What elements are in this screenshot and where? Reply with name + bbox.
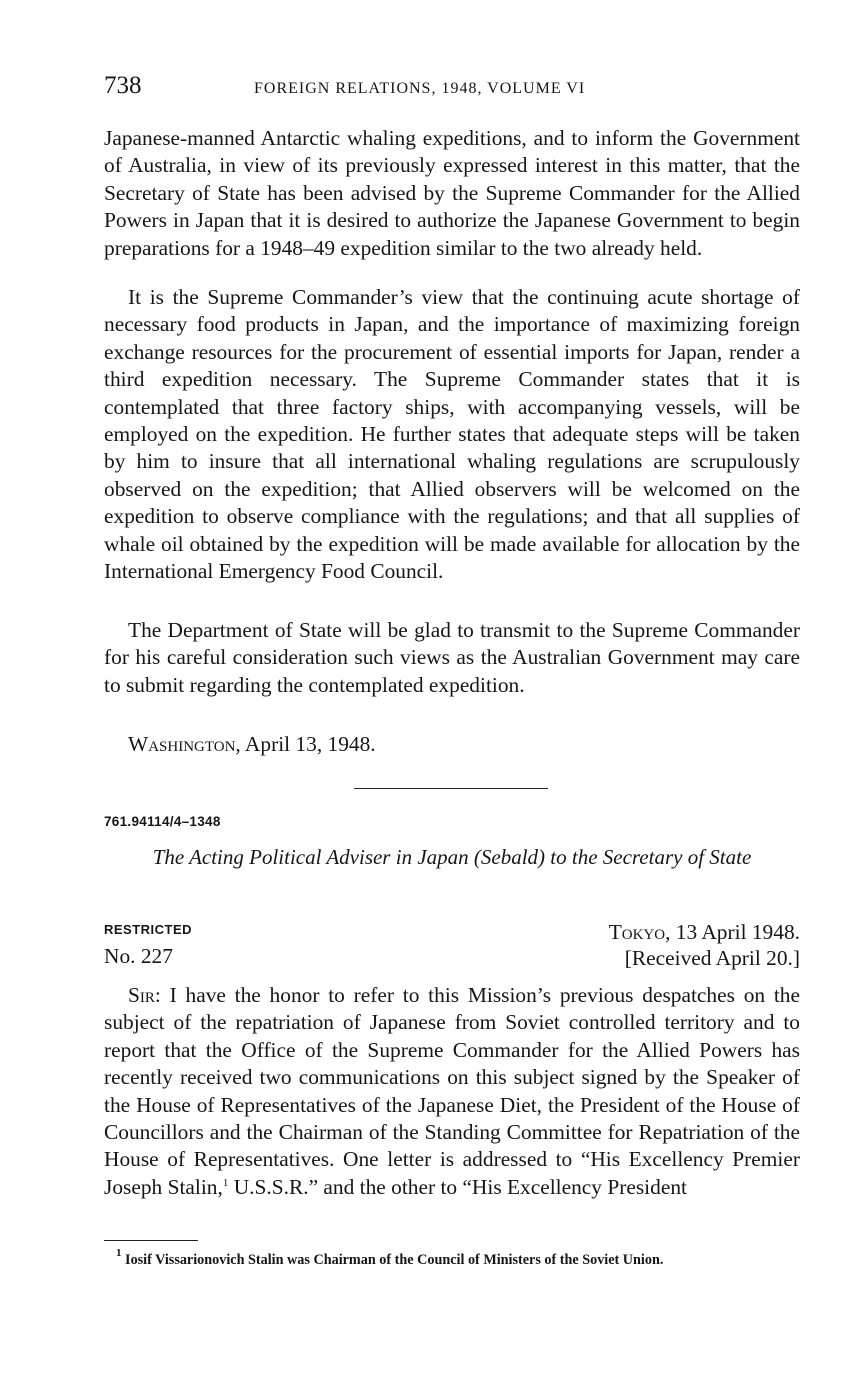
received-date: [Received April 20.] [624,946,800,970]
page-header [104,72,804,108]
footnote [104,1247,800,1270]
section-divider [354,788,548,789]
despatch-number: No. 227 [104,944,173,968]
signoff-date: , April 13, 1948. [235,732,376,756]
dateline [609,919,800,946]
signoff-place: Washington [128,732,236,756]
despatch-text-a: : I have the honor to refer to this Mission’s previous despatches on the subject of the repatriation of Japanese from Soviet controlled territory and to report that the Office of the Supreme Commander for the Allied Powers has recently received two communications on this subject signed by the Speaker of the House of Representatives of the Japanese Diet, the President of the House of Councillors and the Chairman of the Standing Committee for Repatriation of the House of Representatives. One letter is addressed to “His Excellency Premier Joseph Stalin, [104,983,800,1199]
file-number: 761.94114/4–1348 [104,814,221,829]
paragraph-supreme-commander-view: It is the Supreme Commander’s view that the continuing acute shortage of necessary food products in Japan, and the importance of maximizing foreign exchange resources for the procurement of essential imports for Japan, render a third expedition necessary. The Supreme Commander states that it is contemplated that three factory ships, with accompanying vessels, will be employed on the expedition. He further states that adequate steps will be taken by him to insure that all international whaling regulations are scrupulously observed on the expedition; that Allied observers will be welcomed on the expedition to observe compliance with the regulations; and that all supplies of whale oil obtained by the expedition will be made available for allocation by the International Emergency Food Council. [104,285,800,584]
despatch-text-b: U.S.S.R.” and the other to “His Excellency President [228,1174,687,1199]
paragraph-continued: Japanese-manned Antarctic whaling expeditions, and to inform the Government of Australia, in view of its previously expressed interest in this matter, that the Secretary of State has been advised by the Supreme Commander for the Allied Powers in Japan that it is desired to authorize the Japanese Government to begin preparations for a 1948–49 expedition similar to the two already held. [104,126,800,260]
running-title: FOREIGN RELATIONS, 1948, VOLUME VI [254,80,586,97]
dateline-place: Tokyo [608,920,666,944]
footnote-marker: 1 [116,1247,122,1259]
paragraph-department-transmit: The Department of State will be glad to transmit to the Supreme Commander for his careful consideration such views as the Australian Government may care to submit regarding the contemplated expedition. [104,618,800,697]
page-number: 738 [104,72,142,99]
signoff [128,731,376,758]
paragraph-despatch-body [104,982,800,1201]
salutation: Sir [128,983,155,1007]
dateline-date: , 13 April 1948. [665,920,800,944]
footnote-reference: 1 [222,1176,229,1189]
footnote-divider [104,1240,198,1241]
document-title: The Acting Political Adviser in Japan (Sebald) to the Secretary of State [152,845,752,869]
footnote-text: Iosif Vissarionovich Stalin was Chairman of the Council of Ministers of the Soviet Union. [121,1252,664,1268]
classification-label: RESTRICTED [104,922,193,937]
